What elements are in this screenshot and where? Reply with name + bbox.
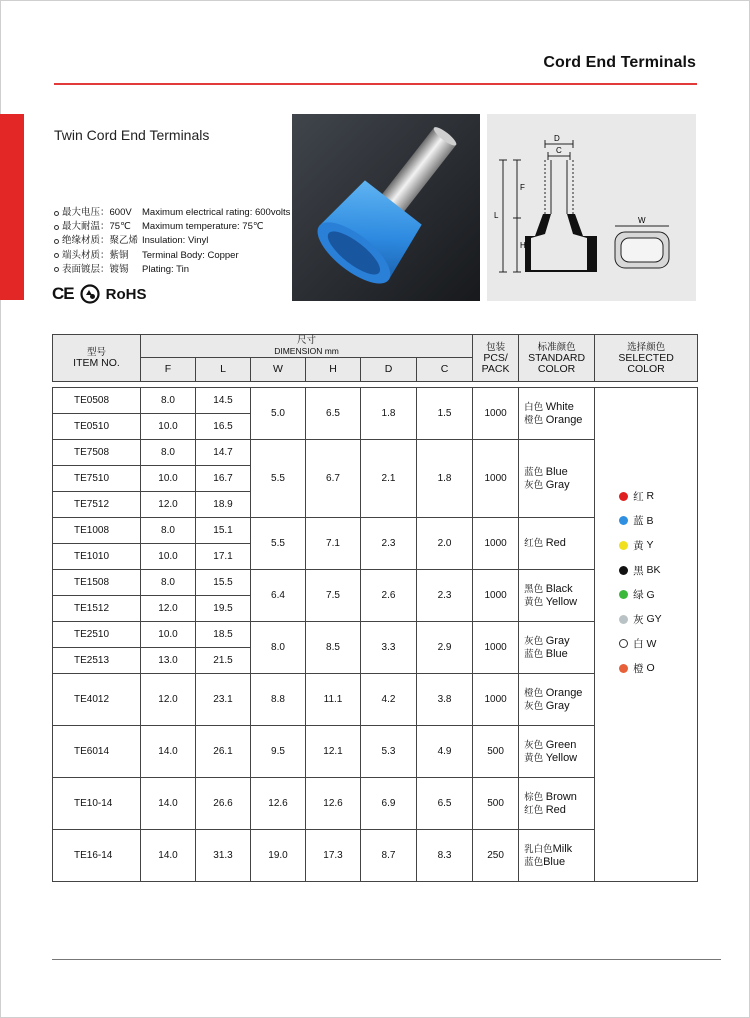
spec-en: Maximum temperature: 75℃ — [142, 221, 264, 233]
color-en: Yellow — [545, 595, 578, 608]
d-cell: 2.3 — [361, 518, 417, 570]
w-cell: 8.0 — [251, 622, 306, 674]
pcs-cell: 250 — [473, 830, 519, 882]
color-cn: 黄色 — [524, 752, 544, 764]
item-cell: TE1010 — [53, 544, 141, 570]
product-photo — [292, 114, 480, 301]
w-cell: 5.5 — [251, 518, 306, 570]
color-dot-icon — [619, 639, 628, 648]
w-cell: 12.6 — [251, 778, 306, 830]
selected-color-list — [595, 484, 697, 681]
item-cell: TE1008 — [53, 518, 141, 544]
bullet-icon — [54, 253, 59, 258]
pcs-cell: 1000 — [473, 518, 519, 570]
h-cell: 12.1 — [306, 726, 361, 778]
item-cell: TE10-14 — [53, 778, 141, 830]
w-cell: 19.0 — [251, 830, 306, 882]
f-cell: 8.0 — [141, 440, 196, 466]
color-dot-icon — [619, 664, 628, 673]
l-cell: 26.1 — [196, 726, 251, 778]
l-cell: 14.7 — [196, 440, 251, 466]
l-cell: 21.5 — [196, 648, 251, 674]
header-item — [53, 335, 141, 382]
color-cn: 蓝色 — [524, 466, 544, 478]
pcs-cell: 1000 — [473, 622, 519, 674]
spec-cn: 绝缘材质：聚乙烯 — [62, 235, 139, 247]
f-cell: 13.0 — [141, 648, 196, 674]
standard-color-cell — [519, 778, 595, 830]
header-sel-cn: 选择颜色 — [627, 341, 666, 353]
c-cell: 2.0 — [417, 518, 473, 570]
pcs-cell: 500 — [473, 726, 519, 778]
f-cell: 8.0 — [141, 570, 196, 596]
item-cell: TE0510 — [53, 414, 141, 440]
c-cell: 8.3 — [417, 830, 473, 882]
spec-en: Insulation: Vinyl — [142, 235, 209, 247]
h-cell: 11.1 — [306, 674, 361, 726]
header-h: H — [306, 358, 361, 382]
f-cell: 8.0 — [141, 388, 196, 414]
header-dimension-cn: 尺寸 — [297, 335, 317, 346]
color-cn: 灰色 — [524, 635, 544, 647]
l-cell: 23.1 — [196, 674, 251, 726]
color-cn: 灰色 — [524, 739, 544, 751]
l-cell: 18.5 — [196, 622, 251, 648]
spec-cn: 表面镀层：镀锡 — [62, 263, 129, 275]
certification-marks — [52, 284, 146, 304]
header-standard-color — [519, 335, 595, 382]
bullet-icon — [54, 239, 59, 244]
recycle-icon — [80, 284, 100, 304]
spec-row — [54, 249, 290, 263]
header-std-en2: COLOR — [537, 362, 576, 375]
spec-table — [52, 334, 698, 882]
header-item-en: ITEM NO. — [73, 357, 120, 369]
spec-list — [54, 206, 290, 277]
f-cell: 12.0 — [141, 674, 196, 726]
color-en: Orange — [545, 686, 583, 699]
d-cell: 4.2 — [361, 674, 417, 726]
item-cell: TE2513 — [53, 648, 141, 674]
rohs-mark: RoHS — [105, 285, 147, 303]
header-std-cn: 标准颜色 — [537, 341, 576, 353]
standard-color-cell — [519, 518, 595, 570]
dimension-diagram — [487, 114, 696, 301]
red-side-tab — [0, 114, 24, 300]
header-pcs-cn: 包装 — [486, 341, 506, 353]
selected-color-item: 蓝 B — [619, 509, 697, 534]
c-cell: 2.9 — [417, 622, 473, 674]
color-dot-icon — [619, 492, 628, 501]
f-cell: 10.0 — [141, 466, 196, 492]
standard-color-cell — [519, 726, 595, 778]
color-cn: 蓝色 — [524, 856, 544, 868]
pcs-cell: 1000 — [473, 674, 519, 726]
f-cell: 12.0 — [141, 596, 196, 622]
color-dot-icon — [619, 516, 628, 525]
l-cell: 15.5 — [196, 570, 251, 596]
diagram-label-c: C — [556, 146, 562, 155]
item-cell: TE7510 — [53, 466, 141, 492]
spec-table-wrap — [52, 334, 697, 882]
l-cell: 15.1 — [196, 518, 251, 544]
d-cell: 2.6 — [361, 570, 417, 622]
color-en: Blue — [543, 855, 566, 868]
color-en: Green — [545, 738, 577, 751]
w-cell: 9.5 — [251, 726, 306, 778]
standard-color-cell — [519, 388, 595, 440]
diagram-label-d: D — [554, 134, 560, 143]
selected-color-cell — [595, 388, 698, 882]
spec-en: Terminal Body: Copper — [142, 249, 239, 261]
color-dot-icon — [619, 615, 628, 624]
spec-cn: 最大耐温：75℃ — [62, 221, 131, 233]
color-cn: 橙色 — [524, 687, 544, 699]
header-pcs-en2: PACK — [481, 362, 510, 375]
f-cell: 8.0 — [141, 518, 196, 544]
color-dot-icon — [619, 541, 628, 550]
product-subtitle: Twin Cord End Terminals — [54, 127, 210, 143]
color-en: Gray — [545, 634, 570, 647]
c-cell: 1.5 — [417, 388, 473, 440]
color-en: Brown — [545, 790, 577, 803]
l-cell: 16.7 — [196, 466, 251, 492]
color-en: Red — [545, 537, 566, 549]
pcs-cell: 1000 — [473, 388, 519, 440]
item-cell: TE16-14 — [53, 830, 141, 882]
page-title: Cord End Terminals — [543, 54, 696, 71]
d-cell: 8.7 — [361, 830, 417, 882]
color-en: Black — [545, 582, 573, 595]
item-cell: TE7512 — [53, 492, 141, 518]
h-cell: 6.5 — [306, 388, 361, 440]
color-cn: 灰色 — [524, 479, 544, 491]
l-cell: 19.5 — [196, 596, 251, 622]
selected-color-item: 绿 G — [619, 582, 697, 607]
d-cell: 6.9 — [361, 778, 417, 830]
header-pcs-en1: PCS/ — [483, 351, 508, 364]
color-cn: 红色 — [524, 538, 544, 549]
h-cell: 7.5 — [306, 570, 361, 622]
bullet-icon — [54, 211, 59, 216]
color-cn: 黄色 — [524, 596, 544, 608]
header-sel-en2: COLOR — [627, 362, 665, 375]
selected-color-item: 白 W — [619, 632, 697, 657]
color-cn: 橙色 — [524, 414, 544, 426]
color-en: Blue — [545, 647, 568, 660]
c-cell: 1.8 — [417, 440, 473, 518]
color-en: Yellow — [545, 751, 578, 764]
color-cn: 白色 — [524, 401, 544, 413]
pcs-cell: 1000 — [473, 440, 519, 518]
l-cell: 16.5 — [196, 414, 251, 440]
c-cell: 2.3 — [417, 570, 473, 622]
l-cell: 17.1 — [196, 544, 251, 570]
bullet-icon — [54, 225, 59, 230]
spec-cn: 端头材质：紫铜 — [62, 249, 129, 261]
spec-cn: 最大电压：600V — [62, 207, 132, 218]
color-en: Gray — [545, 478, 570, 491]
color-en: Red — [545, 803, 566, 816]
w-cell: 8.8 — [251, 674, 306, 726]
selected-color-item: 黑 BK — [619, 558, 697, 583]
spec-en: Maximum electrical rating: 600volts — [142, 207, 291, 218]
item-cell: TE2510 — [53, 622, 141, 648]
f-cell: 10.0 — [141, 414, 196, 440]
diagram-label-h: H — [520, 241, 526, 250]
standard-color-cell — [519, 440, 595, 518]
header-divider — [54, 83, 697, 85]
d-cell: 3.3 — [361, 622, 417, 674]
h-cell: 7.1 — [306, 518, 361, 570]
d-cell: 1.8 — [361, 388, 417, 440]
item-cell: TE7508 — [53, 440, 141, 466]
diagram-label-w: W — [638, 216, 646, 225]
header-w: W — [251, 358, 306, 382]
color-cn: 乳白色 — [524, 843, 553, 855]
f-cell: 10.0 — [141, 544, 196, 570]
color-dot-icon — [619, 590, 628, 599]
l-cell: 14.5 — [196, 388, 251, 414]
spec-row — [54, 234, 290, 248]
standard-color-cell — [519, 622, 595, 674]
c-cell: 4.9 — [417, 726, 473, 778]
l-cell: 18.9 — [196, 492, 251, 518]
item-cell: TE6014 — [53, 726, 141, 778]
header-dimension — [141, 335, 473, 358]
color-en: Blue — [545, 465, 568, 478]
d-cell: 5.3 — [361, 726, 417, 778]
header-c: C — [417, 358, 473, 382]
color-cn: 棕色 — [524, 791, 544, 803]
d-cell: 2.1 — [361, 440, 417, 518]
color-cn: 红色 — [524, 804, 544, 816]
header-item-cn: 型号 — [86, 347, 106, 358]
bullet-icon — [54, 267, 59, 272]
item-cell: TE4012 — [53, 674, 141, 726]
standard-color-cell — [519, 674, 595, 726]
standard-color-cell — [519, 570, 595, 622]
pcs-cell: 1000 — [473, 570, 519, 622]
selected-color-item: 红 R — [619, 484, 697, 509]
c-cell: 6.5 — [417, 778, 473, 830]
f-cell: 10.0 — [141, 622, 196, 648]
header-l: L — [196, 358, 251, 382]
w-cell: 5.5 — [251, 440, 306, 518]
table-row — [53, 388, 698, 414]
standard-color-cell — [519, 830, 595, 882]
item-cell: TE1512 — [53, 596, 141, 622]
ce-mark: CE — [52, 284, 74, 303]
color-cn: 黑色 — [524, 583, 544, 595]
color-dot-icon — [619, 566, 628, 575]
header-std-en1: STANDARD — [528, 351, 586, 364]
color-en: White — [545, 400, 574, 413]
color-cn: 灰色 — [524, 700, 544, 712]
h-cell: 12.6 — [306, 778, 361, 830]
item-cell: TE0508 — [53, 388, 141, 414]
spec-row — [54, 220, 290, 234]
h-cell: 17.3 — [306, 830, 361, 882]
f-cell: 14.0 — [141, 726, 196, 778]
header-pcs — [473, 335, 519, 382]
item-cell: TE1508 — [53, 570, 141, 596]
w-cell: 6.4 — [251, 570, 306, 622]
color-en: Gray — [545, 699, 570, 712]
selected-color-item: 灰 GY — [619, 607, 697, 632]
selected-color-item: 橙 O — [619, 656, 697, 681]
c-cell: 3.8 — [417, 674, 473, 726]
header-dimension-en: DIMENSION mm — [274, 346, 339, 356]
h-cell: 8.5 — [306, 622, 361, 674]
selected-color-item: 黄 Y — [619, 533, 697, 558]
color-en: Orange — [545, 413, 583, 426]
diagram-label-l: L — [494, 211, 499, 220]
color-cn: 蓝色 — [524, 648, 544, 660]
header-selected-color — [595, 335, 698, 382]
color-en: Milk — [552, 842, 573, 855]
header-d: D — [361, 358, 417, 382]
f-cell: 14.0 — [141, 778, 196, 830]
h-cell: 6.7 — [306, 440, 361, 518]
footer-divider — [52, 959, 721, 960]
f-cell: 12.0 — [141, 492, 196, 518]
f-cell: 14.0 — [141, 830, 196, 882]
w-cell: 5.0 — [251, 388, 306, 440]
spec-row — [54, 206, 290, 220]
l-cell: 31.3 — [196, 830, 251, 882]
pcs-cell: 500 — [473, 778, 519, 830]
diagram-label-f: F — [520, 183, 525, 192]
header-sel-en1: SELECTED — [618, 351, 674, 364]
l-cell: 26.6 — [196, 778, 251, 830]
spec-row — [54, 263, 290, 277]
spec-en: Plating: Tin — [142, 263, 189, 275]
header-f: F — [141, 358, 196, 382]
